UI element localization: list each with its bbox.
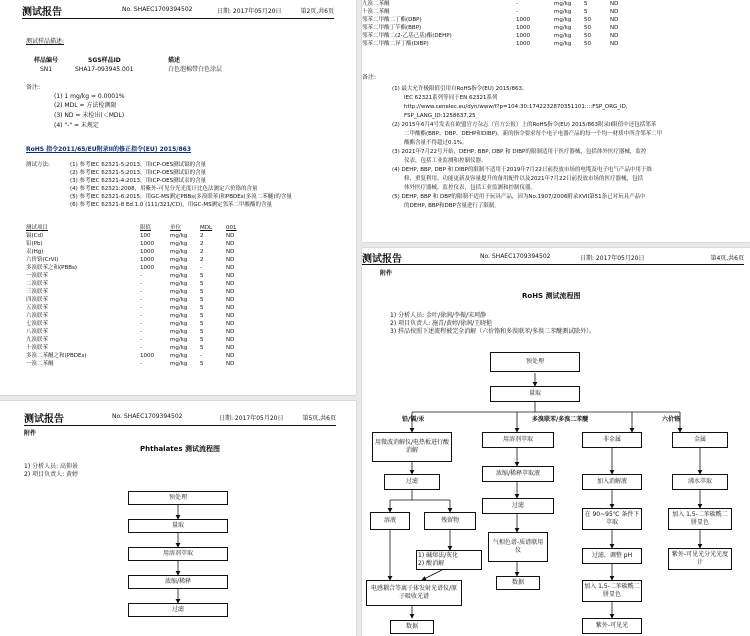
table-row [24,296,248,304]
table-cell: mg/kg [170,321,188,327]
note-line: IEC 62321系列等同于EN 62321系列 [404,95,498,101]
sample-id: SHA17-093945.001 [75,66,134,73]
report-title: 测试报告 [22,7,62,18]
table-cell: - [140,281,142,287]
flow-step-filter: 过滤 [128,603,228,617]
flow-step-solvent-extract: 用溶剂萃取 [482,432,554,448]
table-cell: 5 [200,297,204,303]
table-cell: ND [226,321,235,327]
report-date: 日期: 2017年05月20日 [219,415,284,422]
table-cell: - [140,313,142,319]
col-sgs-id: SGS样品ID [88,57,121,64]
report-title: 测试报告 [24,414,64,425]
table-cell: 汞(Hg) [26,249,44,255]
table-cell: ND [226,353,235,359]
table-cell: 5 [584,9,588,15]
table-cell: 多溴联苯之和(PBBs) [26,265,78,271]
table-cell: 5 [200,329,204,335]
table-cell: mg/kg [170,353,188,359]
flow-step-residue: 残留物 [424,512,476,530]
note-line: 酸酯含量不得超过0.1%。 [404,140,468,146]
table-cell: mg/kg [170,361,188,367]
table-cell: ND [610,17,619,23]
method-item: (4) 参考IEC 62321:2008，用紫外-可见分光光度计比色法测定六价铬的含量 [70,186,258,192]
note-line: (4) DEHP, BBP, DBP 和 DIBP的限制不适用于2019年7月22日前投放市场的电缆及电子电气产品中用于维 [392,167,652,173]
table-cell: 一溴联苯 [26,273,49,279]
flow-step-concentrate: 浓缩/稀释 [128,575,228,589]
flow-step-uv-vis: 紫外-可见光 [582,618,642,634]
table-cell: - [140,361,142,367]
report-page-3 [362,0,750,242]
flow-step-extract: 用溶剂萃取 [128,547,228,561]
attachment-label: 附件 [24,430,37,437]
table-cell: 多溴二苯醚之和(PBDEs) [26,353,87,359]
table-cell: mg/kg [554,41,572,47]
report-page-5 [0,401,356,636]
flow-step-concentrate: 浓缩/稀释萃取液 [482,466,554,482]
header-cell: MDL [200,225,213,231]
table-cell: ND [226,289,235,295]
table-cell: 5 [200,345,204,351]
table-cell: 2 [200,233,204,239]
table-row [24,336,248,344]
flow-step-gc-ms: 气相色谱-质谱联用仪 [488,532,548,562]
table-cell: 三溴联苯 [26,289,49,295]
method-item: (6) 参考IEC 62321-8 Ed.1.0 (111/321/CD)，用GC-MS测定邻苯二甲酸酯的含量 [70,202,273,208]
table-row [24,304,248,312]
table-cell: mg/kg [170,265,188,271]
flow-step-data: 数据 [390,620,434,634]
table-cell: 五溴联苯 [26,305,49,311]
table-cell: ND [226,233,235,239]
note-line: (1) 最大允许极限值引用自RoHS指令(EU) 2015/863。 [392,86,528,92]
remark-item: (3) ND = 未检出(＜MDL) [54,112,125,119]
table-cell: ND [226,313,235,319]
col-sample-no: 样品编号 [34,57,59,64]
flow-step-heat-extract: 在 90~95℃ 条件下萃取 [582,508,642,530]
flow-step-acid-digestion: 用微波消解仪/电热板进行酸消解 [372,432,452,462]
note-line: 仪表，包括工业监测和控制仪器。 [404,158,487,164]
table-row [24,280,248,288]
note-line: FSP_LANG_ID:1258637,25 [404,113,476,119]
table-cell: - [140,337,142,343]
page-number: 第4页,共6页 [710,255,744,262]
table-cell: 50 [584,17,591,23]
remark-item: (4) "-" = 未规定 [54,122,99,129]
table-cell: - [516,9,518,15]
table-row [24,232,248,240]
sample-no: SN1 [40,66,53,73]
method-item: (1) 参考IEC 62321-5:2013，用ICP-OES测试镉的含量 [70,162,207,168]
report-date: 日期: 2017年05月20日 [217,8,282,15]
method-item: (5) 参考IEC 62321-6:2015，用GC-MS测定PBBs(多溴联苯)和PBDEs(多溴二苯醚)的含量 [70,194,292,200]
table-cell: mg/kg [170,297,188,303]
table-cell: 100 [140,233,151,239]
table-row [24,328,248,336]
table-cell: mg/kg [170,305,188,311]
flow-step-uv-vis-spectro: 紫外-可见光分光光度计 [668,548,732,570]
note-line: (2) 2015年6月4号发表在欧盟官方杂志（官方公报）上的RoHS指令(EU) 2015/863附录II限值中还包括邻苯 [392,122,657,128]
flow-step-data: 数据 [496,576,540,590]
report-number: No. SHAEC1709394502 [122,6,193,13]
flow-step-adjust-ph: 过滤，调整 pH [582,548,642,564]
table-cell: ND [226,249,235,255]
table-row [24,320,248,328]
table-row [362,24,632,32]
flow-step-nonmetal: 非金属 [582,432,642,448]
report-number: No. SHAEC1709394502 [112,413,183,420]
remark-item: (1) 1 mg/kg = 0.0001% [54,93,125,100]
table-cell: 1000 [516,17,530,23]
person-line: 2) 项目负责人: 黄婷 [24,471,78,478]
table-cell: mg/kg [170,289,188,295]
table-row [362,32,632,40]
header-cell: 001 [226,225,237,231]
table-cell: mg/kg [554,17,572,23]
sample-description-title: 测试样品描述: [26,38,65,45]
flow-step-alkali-fusion: 1) 碱熔法/灰化 2) 酸消解 [416,550,482,570]
table-cell: mg/kg [554,25,572,31]
table-cell: 九溴联苯 [26,337,49,343]
table-cell: ND [610,1,619,7]
table-cell: ND [226,305,235,311]
table-row [24,240,248,248]
flow-step-pretreat: 预处理 [128,491,228,505]
report-date: 日期: 2017年05月20日 [580,255,645,262]
table-row [24,256,248,264]
table-cell: ND [610,41,619,47]
table-row [24,360,248,368]
table-cell: mg/kg [170,345,188,351]
table-cell: ND [610,33,619,39]
flow-step-icp-oes: 电感耦合等离子体发射光谱仪/原子吸收光谱 [366,580,462,606]
table-cell: ND [226,345,235,351]
flow-step-boiling-water: 沸水萃取 [672,474,728,490]
table-cell: 50 [584,33,591,39]
page-number: 第5页,共6页 [302,415,336,422]
flowchart-title: Phthalates 测试流程图 [140,445,220,453]
table-cell: ND [610,25,619,31]
table-cell: 5 [200,289,204,295]
table-cell: mg/kg [554,33,572,39]
table-cell: ND [226,265,235,271]
flow-step-weigh: 量取 [128,519,228,533]
report-page-2 [0,0,356,395]
table-cell: - [140,305,142,311]
flow-step-add-reagent: 加入 1,5-二苯碳酰二肼显色 [582,580,642,602]
table-cell: 2 [200,257,204,263]
table-cell: mg/kg [554,1,572,7]
report-title: 测试报告 [362,254,402,265]
table-cell: 邻苯二甲酸二丁酯(DBP) [362,17,422,23]
note-line: 修、重复利用、功能更新及容量提升的备用配件以及2021年7月22日前投放市场的医疗器械，包括 [404,176,643,182]
table-cell: mg/kg [170,281,188,287]
table-row [24,248,248,256]
table-cell: - [516,1,518,7]
note-line: 二甲酸酯(BBP、DBP、DEHP和DIBP)。新的指令要求每个电子电器产品的每一个均一材质中所含邻苯二甲 [404,131,663,137]
table-cell: mg/kg [170,313,188,319]
col-description: 描述 [168,57,181,64]
table-cell: ND [226,337,235,343]
table-cell: 邻苯二甲酸二(2-乙基己基)酯(DEHP) [362,33,452,39]
table-row [362,16,632,24]
table-cell: mg/kg [554,9,572,15]
remarks-title: 备注: [26,84,41,91]
note-line: 的DEHP, BBP和DBP含量进行了限制。 [404,203,500,209]
table-cell: mg/kg [170,337,188,343]
table-cell: ND [226,297,235,303]
flow-step-filter: 过滤 [384,474,440,490]
header-cell: 限值 [140,225,152,231]
note-line: http://www.cenelec.eu/dyn/www/f?p=104:30:1742232870351101::::FSP_ORG_ID, [404,104,628,110]
note-line: (5) DEHP, BBP 和 DBP的限制不适用于玩具产品，因为No.1907/2006附录XVII第51条已对玩具产品中 [392,194,646,200]
table-cell: ND [226,257,235,263]
table-row [24,264,248,272]
table-cell: 镉(Cd) [26,233,44,239]
flow-step-add-digest: 加入消解液 [582,474,642,490]
results-table [24,224,248,368]
header-cell: 单位 [170,225,182,231]
table-cell: 邻苯二甲酸丁苄酯(BBP) [362,25,422,31]
table-cell: 2 [200,249,204,255]
table-cell: 九溴二苯醚 [362,1,390,7]
table-cell: 5 [584,1,588,7]
flow-step-metal: 金属 [672,432,728,448]
results-table-continued [362,0,632,48]
table-cell: 5 [200,281,204,287]
table-cell: 1000 [516,25,530,31]
table-cell: 1000 [516,41,530,47]
method-item: (3) 参考IEC 62321-4:2013，用ICP-OES测试汞的含量 [70,178,207,184]
table-cell: - [140,273,142,279]
table-cell: 5 [200,313,204,319]
table-cell: - [140,321,142,327]
table-header-row [24,224,248,232]
table-row [24,312,248,320]
page-header [22,3,334,19]
sample-desc: 白色泡棉带白色涂层 [168,66,223,73]
person-line: 3) 样品按照下述流程被完全消解（六价铬和多溴联苯/多溴二苯醚测试除外）。 [390,328,596,335]
table-cell: 四溴联苯 [26,297,49,303]
table-cell: 七溴联苯 [26,321,49,327]
flow-step-solution: 溶液 [370,512,410,530]
table-cell: 5 [200,321,204,327]
method-item: (2) 参考IEC 62321-5:2013，用ICP-OES测试铅的含量 [70,170,207,176]
table-cell: 5 [200,273,204,279]
table-cell: - [140,297,142,303]
table-cell: mg/kg [170,241,188,247]
table-cell: 50 [584,41,591,47]
table-cell: 1000 [140,257,154,263]
table-cell: 六溴联苯 [26,313,49,319]
table-cell: 1000 [140,241,154,247]
report-page-4 [362,248,750,636]
report-number: No. SHAEC1709394502 [480,253,551,260]
table-cell: 二溴联苯 [26,281,49,287]
table-row [24,352,248,360]
page-number: 第2页,共6页 [300,8,334,15]
branch-label-cr: 六价铬 [662,416,681,423]
flow-step-pretreat: 预处理 [490,352,580,372]
table-cell: 十溴联苯 [26,345,49,351]
table-cell: ND [226,329,235,335]
note-line: 体外医疗器械，监控仪表，包括工业监测和控制仪器。 [404,185,537,191]
table-cell: ND [226,273,235,279]
table-cell: 1000 [140,249,154,255]
flowchart-title: RoHS 测试流程图 [522,292,581,300]
branch-label-metals: 铅/镉/汞 [402,416,425,423]
table-row [24,344,248,352]
table-cell: ND [610,9,619,15]
flow-step-weigh: 量取 [490,386,580,402]
rohs-section-title: RoHS 指令2011/65/EU附录II的修正指令(EU) 2015/863 [26,146,192,153]
table-cell: - [200,353,202,359]
table-cell: 八溴联苯 [26,329,49,335]
table-cell: 5 [200,337,204,343]
table-cell: ND [226,241,235,247]
table-cell: 1000 [140,265,154,271]
table-cell: mg/kg [170,273,188,279]
person-line: 1) 分析人员: 金叶/徐润/李振/宋珂静 [390,312,487,319]
table-cell: 邻苯二甲酸二异丁酯(DIBP) [362,41,429,47]
table-row [362,0,632,8]
method-label: 测试方法: [26,162,50,168]
table-cell: 5 [200,305,204,311]
table-cell: ND [226,281,235,287]
remark-item: (2) MDL = 方法检测限 [54,102,117,109]
table-cell: 1000 [140,353,154,359]
table-row [24,288,248,296]
table-cell: 1000 [516,33,530,39]
table-row [362,8,632,16]
table-cell: 铅(Pb) [26,241,43,247]
attachment-label: 附件 [380,270,393,277]
flow-step-filter: 过滤 [482,498,554,514]
table-cell: mg/kg [170,233,188,239]
table-cell: - [140,289,142,295]
flow-step-add-reagent: 加入 1,5-二苯碳酰二肼显色 [668,508,732,530]
table-cell: mg/kg [170,329,188,335]
table-cell: - [200,265,202,271]
person-line: 2) 项目负责人: 施青/黄婷/徐润/王晓艳 [390,320,493,327]
table-cell: mg/kg [170,249,188,255]
table-cell: 一溴二苯醚 [26,361,54,367]
table-cell: ND [226,361,235,367]
branch-label-pbb: 多溴联苯/多溴二苯醚 [532,416,589,423]
header-cell: 测试项目 [26,225,49,231]
note-line: (3) 2021年7月22号开始，DEHP, BBP, DBP 和 DIBP的限制适用于医疗器械，包括体外医疗器械，监控 [392,149,647,155]
table-cell: 十溴二苯醚 [362,9,390,15]
table-cell: 六价铬(CrVI) [26,257,59,263]
person-line: 1) 分析人员: 高仰景 [24,463,78,470]
table-row [362,40,632,48]
remarks-title: 备注: [362,74,377,81]
table-cell: 5 [200,361,204,367]
table-cell: - [140,345,142,351]
table-cell: mg/kg [170,257,188,263]
table-row [24,272,248,280]
table-cell: 2 [200,241,204,247]
table-cell: 50 [584,25,591,31]
table-cell: - [140,329,142,335]
